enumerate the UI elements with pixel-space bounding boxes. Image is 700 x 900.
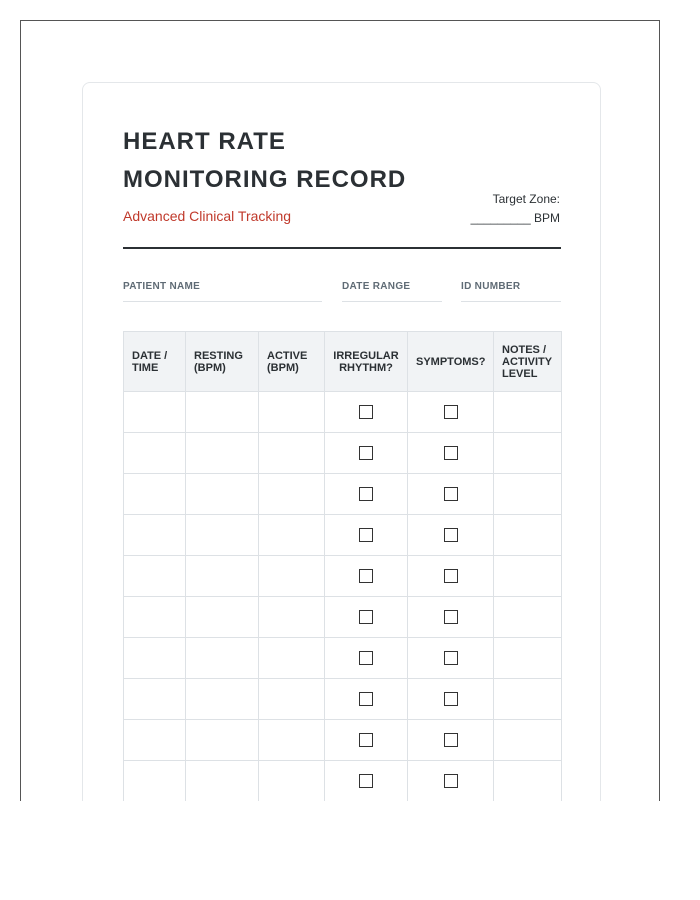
irregular-rhythm-cell[interactable]	[325, 433, 408, 474]
symptoms-cell[interactable]	[408, 720, 494, 761]
id-number-field[interactable]	[461, 281, 561, 302]
irregular-rhythm-cell[interactable]	[325, 720, 408, 761]
date-time-cell[interactable]	[124, 638, 186, 679]
header-resting-bpm: RESTING (BPM)	[186, 332, 259, 392]
resting-bpm-cell[interactable]	[186, 392, 259, 433]
resting-bpm-cell[interactable]	[186, 638, 259, 679]
checkbox-empty-icon[interactable]	[444, 610, 458, 624]
table-row	[124, 720, 562, 761]
date-range-field[interactable]	[342, 281, 442, 302]
table-row	[124, 638, 562, 679]
header-notes-activity-level: NOTES / ACTIVITY LEVEL	[494, 332, 562, 392]
checkbox-empty-icon[interactable]	[444, 528, 458, 542]
resting-bpm-cell[interactable]	[186, 720, 259, 761]
irregular-rhythm-cell[interactable]	[325, 638, 408, 679]
symptoms-cell[interactable]	[408, 761, 494, 802]
notes-cell[interactable]	[494, 761, 562, 802]
target-zone-label: Target Zone:	[492, 192, 560, 206]
active-bpm-cell[interactable]	[259, 515, 325, 556]
header-irregular-rhythm: IRREGULAR RHYTHM?	[325, 332, 408, 392]
patient-name-label: PATIENT NAME	[123, 281, 201, 292]
date-time-cell[interactable]	[124, 392, 186, 433]
checkbox-empty-icon[interactable]	[444, 446, 458, 460]
checkbox-empty-icon[interactable]	[359, 528, 373, 542]
active-bpm-cell[interactable]	[259, 556, 325, 597]
document-subtitle: Advanced Clinical Tracking	[123, 208, 292, 224]
irregular-rhythm-cell[interactable]	[325, 474, 408, 515]
irregular-rhythm-cell[interactable]	[325, 392, 408, 433]
page-frame	[20, 20, 660, 801]
checkbox-empty-icon[interactable]	[359, 651, 373, 665]
checkbox-empty-icon[interactable]	[444, 569, 458, 583]
target-zone	[471, 190, 560, 228]
resting-bpm-cell[interactable]	[186, 515, 259, 556]
checkbox-empty-icon[interactable]	[359, 610, 373, 624]
notes-cell[interactable]	[494, 392, 562, 433]
checkbox-empty-icon[interactable]	[359, 733, 373, 747]
notes-cell[interactable]	[494, 433, 562, 474]
checkbox-empty-icon[interactable]	[444, 733, 458, 747]
table-row	[124, 474, 562, 515]
table-body	[124, 392, 562, 802]
checkbox-empty-icon[interactable]	[444, 774, 458, 788]
record-card	[82, 82, 601, 801]
checkbox-empty-icon[interactable]	[359, 487, 373, 501]
date-time-cell[interactable]	[124, 433, 186, 474]
checkbox-empty-icon[interactable]	[444, 692, 458, 706]
symptoms-cell[interactable]	[408, 433, 494, 474]
notes-cell[interactable]	[494, 720, 562, 761]
active-bpm-cell[interactable]	[259, 638, 325, 679]
notes-cell[interactable]	[494, 474, 562, 515]
title-line-2: MONITORING RECORD	[123, 166, 407, 193]
symptoms-cell[interactable]	[408, 597, 494, 638]
active-bpm-cell[interactable]	[259, 392, 325, 433]
irregular-rhythm-cell[interactable]	[325, 556, 408, 597]
active-bpm-cell[interactable]	[259, 761, 325, 802]
table-row	[124, 556, 562, 597]
notes-cell[interactable]	[494, 638, 562, 679]
symptoms-cell[interactable]	[408, 556, 494, 597]
notes-cell[interactable]	[494, 515, 562, 556]
document-title	[123, 123, 443, 199]
heart-rate-log-table	[123, 331, 562, 801]
checkbox-empty-icon[interactable]	[444, 651, 458, 665]
symptoms-cell[interactable]	[408, 515, 494, 556]
symptoms-cell[interactable]	[408, 638, 494, 679]
checkbox-empty-icon[interactable]	[359, 405, 373, 419]
date-time-cell[interactable]	[124, 515, 186, 556]
active-bpm-cell[interactable]	[259, 679, 325, 720]
notes-cell[interactable]	[494, 556, 562, 597]
active-bpm-cell[interactable]	[259, 474, 325, 515]
active-bpm-cell[interactable]	[259, 720, 325, 761]
date-time-cell[interactable]	[124, 761, 186, 802]
symptoms-cell[interactable]	[408, 679, 494, 720]
date-range-label: DATE RANGE	[342, 281, 411, 292]
table-header-row	[124, 332, 562, 392]
checkbox-empty-icon[interactable]	[359, 692, 373, 706]
title-line-1: HEART RATE	[123, 128, 286, 155]
resting-bpm-cell[interactable]	[186, 433, 259, 474]
checkbox-empty-icon[interactable]	[444, 487, 458, 501]
notes-cell[interactable]	[494, 597, 562, 638]
resting-bpm-cell[interactable]	[186, 679, 259, 720]
header-date-time: DATE / TIME	[124, 332, 186, 392]
notes-cell[interactable]	[494, 679, 562, 720]
checkbox-empty-icon[interactable]	[359, 446, 373, 460]
header-symptoms: SYMPTOMS?	[408, 332, 494, 392]
table-row	[124, 761, 562, 802]
resting-bpm-cell[interactable]	[186, 761, 259, 802]
id-number-label: ID NUMBER	[461, 281, 521, 292]
table-row	[124, 392, 562, 433]
symptoms-cell[interactable]	[408, 474, 494, 515]
date-time-cell[interactable]	[124, 679, 186, 720]
resting-bpm-cell[interactable]	[186, 597, 259, 638]
irregular-rhythm-cell[interactable]	[325, 597, 408, 638]
date-time-cell[interactable]	[124, 556, 186, 597]
irregular-rhythm-cell[interactable]	[325, 761, 408, 802]
target-zone-value[interactable]: _________ BPM	[470, 211, 560, 225]
checkbox-empty-icon[interactable]	[359, 569, 373, 583]
active-bpm-cell[interactable]	[259, 597, 325, 638]
table-row	[124, 597, 562, 638]
date-time-cell[interactable]	[124, 720, 186, 761]
checkbox-empty-icon[interactable]	[444, 405, 458, 419]
header-divider	[123, 247, 561, 249]
irregular-rhythm-cell[interactable]	[325, 679, 408, 720]
checkbox-empty-icon[interactable]	[359, 774, 373, 788]
date-time-cell[interactable]	[124, 597, 186, 638]
symptoms-cell[interactable]	[408, 392, 494, 433]
date-time-cell[interactable]	[124, 474, 186, 515]
table-row	[124, 433, 562, 474]
irregular-rhythm-cell[interactable]	[325, 515, 408, 556]
header-active-bpm: ACTIVE (BPM)	[259, 332, 325, 392]
table-row	[124, 515, 562, 556]
resting-bpm-cell[interactable]	[186, 556, 259, 597]
table-row	[124, 679, 562, 720]
patient-name-field[interactable]	[123, 281, 322, 302]
active-bpm-cell[interactable]	[259, 433, 325, 474]
resting-bpm-cell[interactable]	[186, 474, 259, 515]
